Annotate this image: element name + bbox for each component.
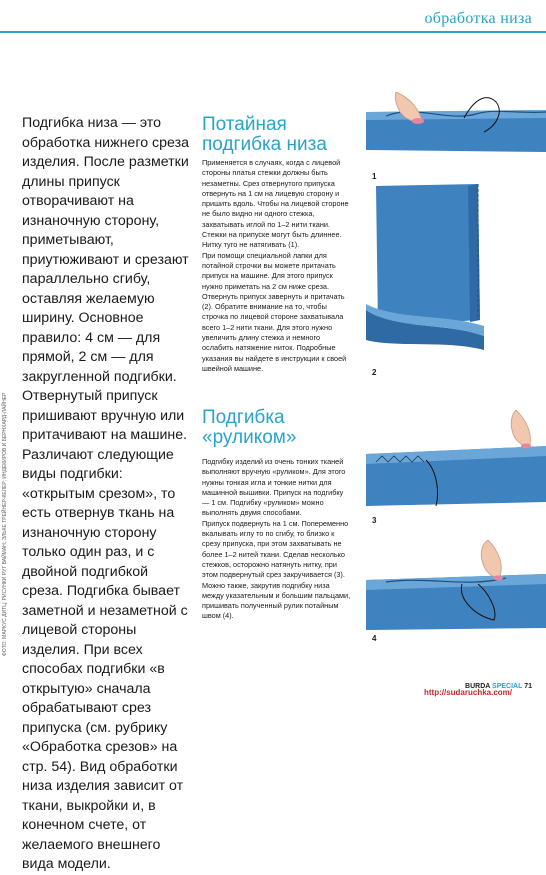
illustration-3 (366, 410, 546, 510)
intro-paragraph: Подгибка низа — это обработка нижнего среза изделия. После разметки длины припуск отворачивают на изнаночную сторону, приметывают, приутюживают и срезают параллельно сгибу, оставляя желаемую ширину. Основное правило: 4 см — для прямой, 2 см — для закругленной подгибки. Отвернутый припуск пришивают вручную или притачивают на машине. Различают следующие виды подгибки: «открытым срезом», то есть отвернув ткань на изнаночную сторону только один раз, и с двойной подгибкой среза. Подгибка бывает заметной и незаметной с лицевой стороны изделия. При всех способах подгибки «в открытую» сначала обрабатывают срез припуска (см. рубрику «Обработка срезов» на стр. 54). Вид обработки низа изделия зависит от ткани, выкройки и, в конечном счете, от желаемого внешнего вида модели. (22, 115, 189, 872)
illustration-2 (366, 180, 546, 360)
paragraph: При помощи специальной лапки для потайной строчки вы можете притачать припуск на машине. Для этого припуск нужно приметать на 2 см ниже среза. Отвернуть припуск завернуть и притачать (2). Обратите внимание на то, чтобы строчка по лицевой стороне захватывала всего 1–2 нити ткани. Для этого нужно увеличить длину стежка и немного ослабить натяжение ниток. Подробные указания вы найдете в инструкции к своей швейной машине. (202, 250, 347, 373)
figure-label: 4 (372, 634, 377, 643)
illustration-4 (366, 540, 546, 632)
heading-rolled-hem (202, 408, 296, 448)
side-credit (2, 356, 12, 656)
figure-label: 2 (372, 368, 377, 377)
heading-line-2: «руликом» (202, 427, 297, 448)
footer-special: SPECIAL (492, 683, 523, 690)
heading-line-1: Подгибка (202, 407, 285, 428)
footer-page-number: 71 (524, 683, 532, 690)
paragraph: Припуск подвернуть на 1 см. Попеременно вкалывать иглу то по сгибу, то близко к срезу припуска, при этом захватывать не более 1–2 нитей ткани. Сделав несколько стежков, осторожно натянуть нитку, при этом подвернутый срез закручивается (3). Можно также, закрутив подгибку низа между указательным и большим пальцами, пришивать полученный рулик потайным швом (4). (202, 518, 351, 621)
footer-brand: BURDA (465, 683, 491, 690)
heading-line-1: Потайная (202, 114, 287, 135)
illustration-1 (366, 92, 546, 164)
watermark-url[interactable]: http://sudaruchka.com/ (424, 688, 513, 697)
figure-label: 1 (372, 172, 377, 181)
paragraph: Подгибку изделий из очень тонких тканей выполняют вручную «руликом». Для этого нужны тонкая игла и тонкие нитки для машинной вышивки. Припуск на подгибку — 1 см. Подгибку «руликом» можно выполнять двумя способами. (202, 457, 346, 518)
header-rule (0, 31, 546, 33)
blind-hem-text (202, 158, 352, 374)
paragraph: Применяется в случаях, когда с лицевой стороны платья стежки должны быть незаметны. Срез отвернутого припуска отвернуть на 1 см на лицевую сторону и пришить вдоль. Чтобы на лицевой стороне не было видно ни одного стежка, захватывать иглой по 1–2 нити ткани. Стежки на припуске могут быть длиннее. Нитку туго не натягивать (1). (202, 158, 349, 250)
rolled-hem-text (202, 457, 352, 622)
heading-blind-hem (202, 115, 327, 155)
figure-label: 3 (372, 516, 377, 525)
section-title: обработка низа (424, 10, 532, 27)
heading-line-2: подгибка низа (202, 134, 327, 155)
side-credit-text: ФОТО: МАРКУС ДИТЦ; РИСУНКИ РУТ ВАЙМАН; ЭЛЬКЕ ТРЕЙНЕР-КЕЛЕР; ИНДЕКИРОВ И БЕРНХАРД-ЛАЙНЕР (2, 392, 8, 656)
page-header (0, 0, 546, 40)
